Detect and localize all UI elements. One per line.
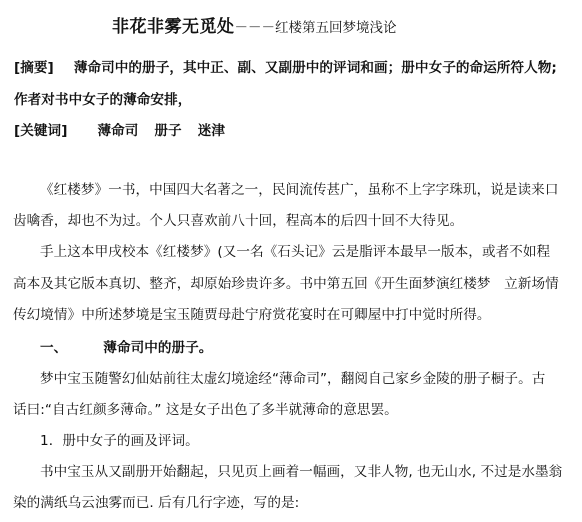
abstract-text-1: 薄命司中的册子，其中正、副、又副册中的评词和画；册中女子的命运所符人物; <box>73 60 557 76</box>
paragraph-1-line-1: 《红楼梦》一书，中国四大名著之一，民间流传甚广，虽称不上字字珠玑，说是读来口 <box>40 182 559 198</box>
paragraph-2-line-2: 高本及其它版本真切、整齐，却原始珍贵许多。书中第五回《开生面梦演红楼梦 立新场情 <box>13 276 559 292</box>
paragraph-3-line-1: 梦中宝玉随警幻仙姑前往太虚幻境途经“薄命司”，翻阅自己家乡金陵的册子橱子。古 <box>40 371 546 387</box>
section-1-title: 薄命司中的册子。 <box>103 340 213 356</box>
paragraph-4-line-1: 书中宝玉从又副册开始翻起，只见页上画着一幅画，又非人物, 也无山水, 不过是水墨翁 <box>40 464 563 480</box>
keyword-3: 迷津 <box>197 123 225 139</box>
keywords-line <box>14 122 225 140</box>
title-main: 非花非雾无觅处 <box>112 17 235 37</box>
abstract-line-1 <box>14 59 557 77</box>
abstract-line-2 <box>14 91 191 109</box>
paragraph-3-line-2: 话曰:“自古红颜多薄命。” 这是女子出色了多半就薄命的意思罢。 <box>13 402 398 418</box>
paragraph-2-line-1: 手上这本甲戌校本《红楼梦》(又一名《石头记》云是脂评本最早一版本，或者不如程 <box>40 244 551 260</box>
title-subtitle: 红楼第五回梦境浅论 <box>275 20 397 36</box>
section-1-number: 一、 <box>40 340 68 356</box>
document-title <box>112 16 397 39</box>
title-dashes: －－－ <box>234 20 275 36</box>
section-1-heading <box>40 339 212 357</box>
abstract-tag: [摘要] <box>14 60 54 76</box>
paragraph-1-line-2: 齿噙香，却也不为过。个人只喜欢前八十回，程高本的后四十回不大待见。 <box>13 213 464 229</box>
paragraph-2-line-3: 传幻境情》中所述梦境是宝玉随贾母赴宁府赏花宴时在可卿屋中打中觉时所得。 <box>13 307 491 323</box>
abstract-text-2: 作者对书中女子的薄命安排， <box>14 92 192 108</box>
subsection-1-heading: 1．册中女子的画及评词。 <box>40 433 199 449</box>
keyword-1: 薄命司 <box>97 123 139 139</box>
keyword-2: 册子 <box>154 123 182 139</box>
keywords-tag: [关键词] <box>14 123 68 139</box>
paragraph-4-line-2: 染的满纸乌云浊雾而已. 后有几行字迹，写的是: <box>13 495 300 511</box>
